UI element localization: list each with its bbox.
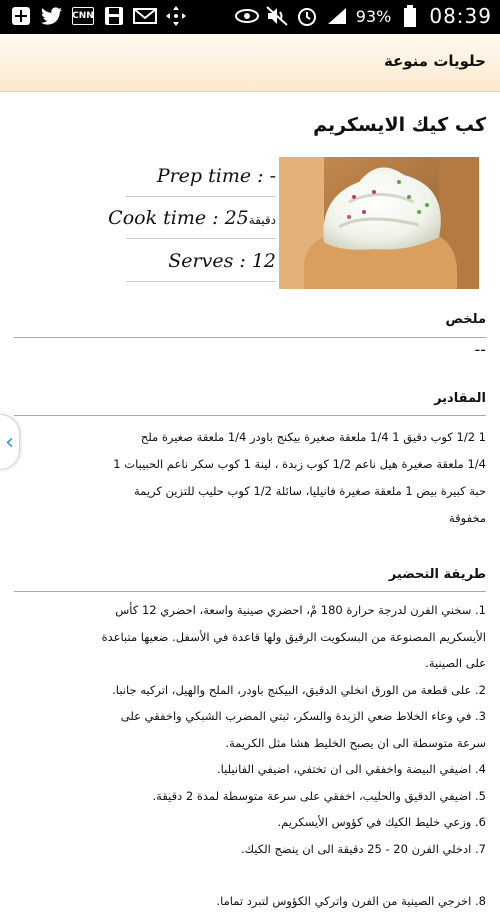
- plus-icon: [10, 5, 32, 27]
- method-line: 2. على قطعة من الورق انخلي الدقيق، البيكنج باودر، الملح والهيل، اتركيه جانبا.: [112, 682, 486, 697]
- ingredient-line: حبة كبيرة بيض 1 ملعقة صغيرة فانيليا، سائلة 1/2 كوب حليب للتزين كريمة: [134, 484, 486, 498]
- save-icon: [103, 5, 125, 27]
- ingredients-heading: المقادير: [434, 391, 486, 406]
- cook-time-unit: دقيقة: [248, 213, 276, 227]
- ingredients-divider: [14, 415, 486, 416]
- battery-level: 93%: [355, 6, 392, 26]
- method-line: 5. اضيفي الدقيق والحليب، اخفقي على سرعة متوسطة لمدة 2 دقيقة.: [152, 788, 486, 803]
- method-line: 4. اضيفي البيضة واخفقي الى ان تختفي، اضيفي الفانيليا.: [216, 762, 486, 776]
- summary-divider: [14, 337, 486, 338]
- move-icon: [165, 5, 187, 27]
- app-header: [0, 34, 500, 92]
- battery-icon: [399, 5, 421, 27]
- method-line: 8. اخرجي الصينية من الفرن واتركي الكؤوس لتبرد تماما.: [216, 894, 486, 908]
- ingredient-line: 1/4 ملعقة صغيرة هيل ناعم 1/2 كوب زبدة ، لينة 1 كوب سكر ناعم الحبيبات 1: [113, 457, 486, 471]
- serves: Serves : 12: [168, 250, 276, 272]
- prep-time: Prep time : -: [156, 165, 276, 187]
- status-bar: [0, 0, 500, 34]
- chevron-left-icon: ‹: [5, 429, 14, 455]
- ingredient-line: 1 1/2 كوب دقيق 1 1/4 ملعقة صغيرة بيكنج باودر 1/4 ملعقة صغيرة ملح: [140, 430, 486, 444]
- serves-row: [126, 240, 276, 282]
- ingredients-list: [14, 424, 486, 532]
- category-title: حلويات منوعة: [383, 52, 486, 70]
- cook-time-value: Cook time : 25: [108, 207, 249, 229]
- recipe-photo: [279, 157, 479, 289]
- method-line: الأيسكريم المصنوعة من البسكويت الرقيق ولها قاعدة في الأسفل. ضعيها متباعدة: [101, 629, 486, 644]
- prep-time-row: [126, 155, 276, 197]
- method-list: [14, 597, 486, 915]
- clock: 08:39: [429, 4, 492, 28]
- cook-time-row: [108, 197, 276, 239]
- signal-icon: [326, 5, 348, 27]
- method-line: [14, 862, 486, 888]
- method-line: 7. ادخلي الفرن 20 - 25 دقيقة الى ان ينضج الكيك.: [240, 841, 486, 856]
- method-heading: طريقة التحضير: [388, 567, 486, 582]
- method-line: 1. سخني الفرن لدرجة حرارة 180 مْ، احضري صينية واسعة، احضري 12 كأس: [115, 603, 486, 617]
- cook-time: [108, 207, 276, 229]
- cnn-icon: CNN: [72, 7, 94, 25]
- twitter-icon: [41, 5, 63, 27]
- method-line: 6. وزعي خليط الكيك في كؤوس الأيسكريم.: [277, 815, 486, 829]
- method-line: 3. في وعاء الخلاط ضعي الزبدة والسكر، ثبتي المضرب الشبكي واخفقي على: [120, 709, 486, 723]
- ingredient-line: مخفوقة: [448, 511, 486, 525]
- method-divider: [14, 591, 486, 592]
- mail-icon: [134, 5, 156, 27]
- mute-icon: [266, 5, 288, 27]
- summary-text: --: [474, 340, 486, 359]
- recipe-title: كب كيك الايسكريم: [313, 114, 486, 136]
- method-line: على الصينية.: [425, 656, 486, 670]
- method-line: سرعة متوسطة الى ان يصبح الخليط هشا مثل الكريمة.: [225, 735, 486, 750]
- eye-icon: [236, 5, 258, 27]
- summary-heading: ملخص: [445, 312, 486, 327]
- alarm-icon: [296, 5, 318, 27]
